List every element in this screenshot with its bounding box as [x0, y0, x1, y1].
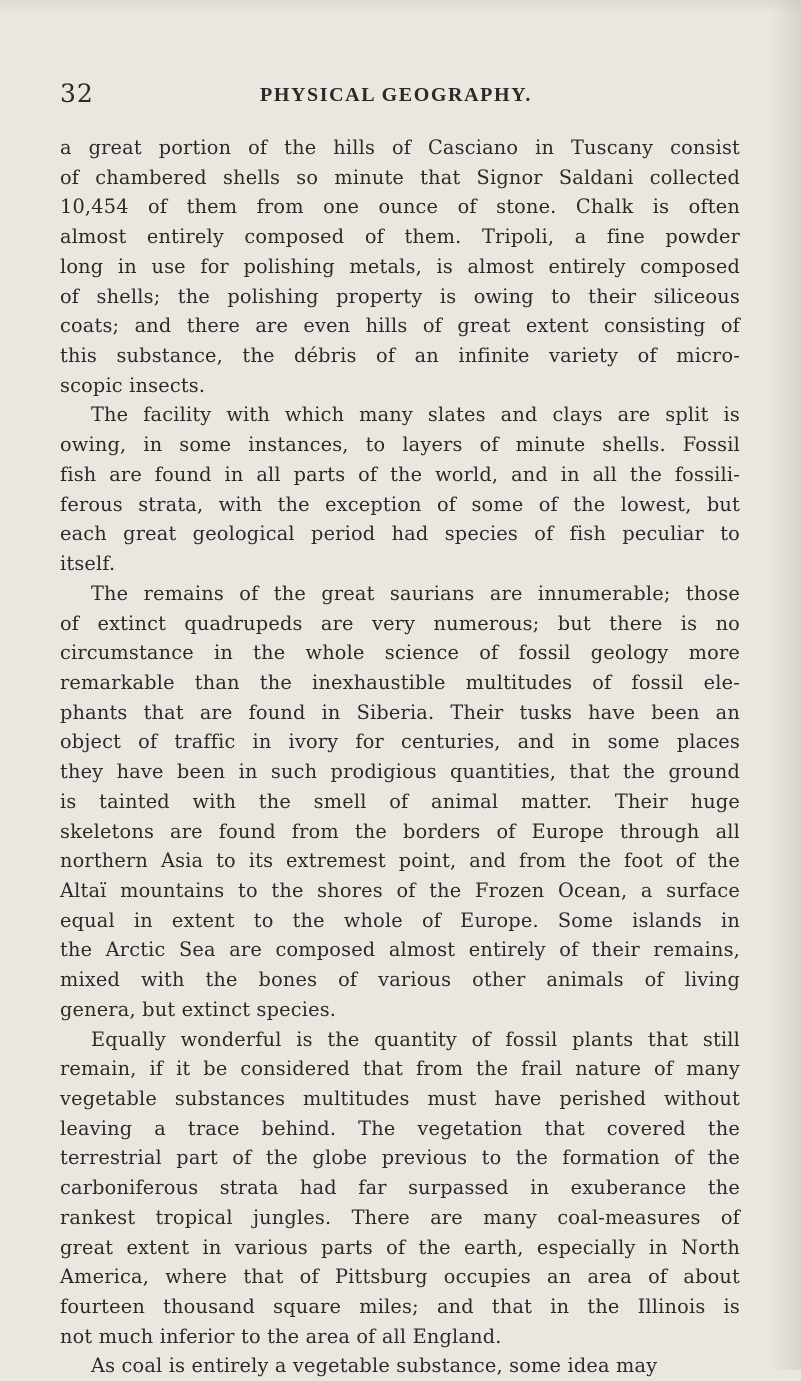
text-line: circumstance in the whole science of fossil geology more	[60, 641, 740, 665]
text-line: Altaï mountains to the shores of the Frozen Ocean, a surface	[60, 878, 740, 902]
text-line: carboniferous strata had far surpassed in exuberance the	[60, 1176, 740, 1200]
text-line: fish are found in all parts of the world, and in all the fossili-	[60, 462, 740, 486]
text-line: of chambered shells so minute that Signor Saldani collected	[60, 165, 740, 189]
text-line: Equally wonderful is the quantity of fossil plants that still	[91, 1027, 740, 1051]
page-top-shadow	[0, 0, 801, 14]
text-line: vegetable substances multitudes must have perished without	[60, 1087, 740, 1110]
text-line: fourteen thousand square miles; and that in the Illinois is	[60, 1295, 740, 1319]
text-line: northern Asia to its extremest point, and from the foot of the	[60, 849, 740, 873]
text-line: coats; and there are even hills of great extent consisting of	[60, 314, 740, 338]
text-line: each great geological period had species of fish peculiar to	[60, 522, 740, 546]
text-line: genera, but extinct species.	[60, 997, 337, 1021]
running-head: PHYSICAL GEOGRAPHY.	[260, 84, 532, 106]
text-line: a great portion of the hills of Casciano in Tuscany consist	[60, 136, 740, 159]
text-line: As coal is entirely a vegetable substance, some idea may	[91, 1354, 658, 1378]
text-line: long in use for polishing metals, is almost entirely composed	[60, 254, 740, 278]
text-line: object of traffic in ivory for centuries, and in some places	[60, 730, 740, 754]
text-line: scopic insects.	[60, 373, 206, 397]
text-line: rankest tropical jungles. There are many coal-measures of	[60, 1205, 740, 1229]
text-line: The remains of the great saurians are innumerable; those	[91, 581, 740, 605]
text-line: the Arctic Sea are composed almost entirely of their remains,	[60, 938, 740, 962]
text-line: terrestrial part of the globe previous to the formation of the	[60, 1146, 740, 1170]
page-header	[60, 80, 740, 112]
text-line: mixed with the bones of various other animals of living	[60, 968, 740, 992]
text-line: skeletons are found from the borders of Europe through all	[60, 819, 740, 843]
text-line: almost entirely composed of them. Tripoli, a fine powder	[60, 225, 740, 249]
page-edge-shadow	[771, 0, 801, 1370]
text-line: of extinct quadrupeds are very numerous; but there is no	[60, 611, 740, 635]
text-line: phants that are found in Siberia. Their tusks have been an	[60, 700, 740, 724]
text-line: this substance, the débris of an infinite variety of micro-	[60, 344, 740, 368]
text-line: remarkable than the inexhaustible multitudes of fossil ele-	[60, 670, 740, 694]
text-line: equal in extent to the whole of Europe. Some islands in	[60, 908, 740, 932]
text-line: itself.	[60, 552, 116, 576]
body-text	[60, 133, 740, 1381]
text-line: they have been in such prodigious quantities, that the ground	[60, 760, 740, 784]
text-line: America, where that of Pittsburg occupies an area of about	[60, 1265, 740, 1289]
text-line: leaving a trace behind. The vegetation that covered the	[60, 1116, 740, 1140]
page-number: 32	[60, 79, 94, 108]
text-line: great extent in various parts of the earth, especially in North	[60, 1235, 740, 1259]
text-line: owing, in some instances, to layers of minute shells. Fossil	[60, 433, 740, 457]
text-line: The facility with which many slates and clays are split is	[91, 403, 740, 427]
text-line: not much inferior to the area of all England.	[60, 1324, 502, 1348]
text-line: of shells; the polishing property is owing to their siliceous	[60, 284, 740, 308]
text-line: 10,454 of them from one ounce of stone. Chalk is often	[60, 195, 740, 219]
text-line: is tainted with the smell of animal matter. Their huge	[60, 789, 740, 813]
text-line: ferous strata, with the exception of some of the lowest, but	[60, 492, 740, 516]
text-line: remain, if it be considered that from the frail nature of many	[60, 1057, 740, 1081]
